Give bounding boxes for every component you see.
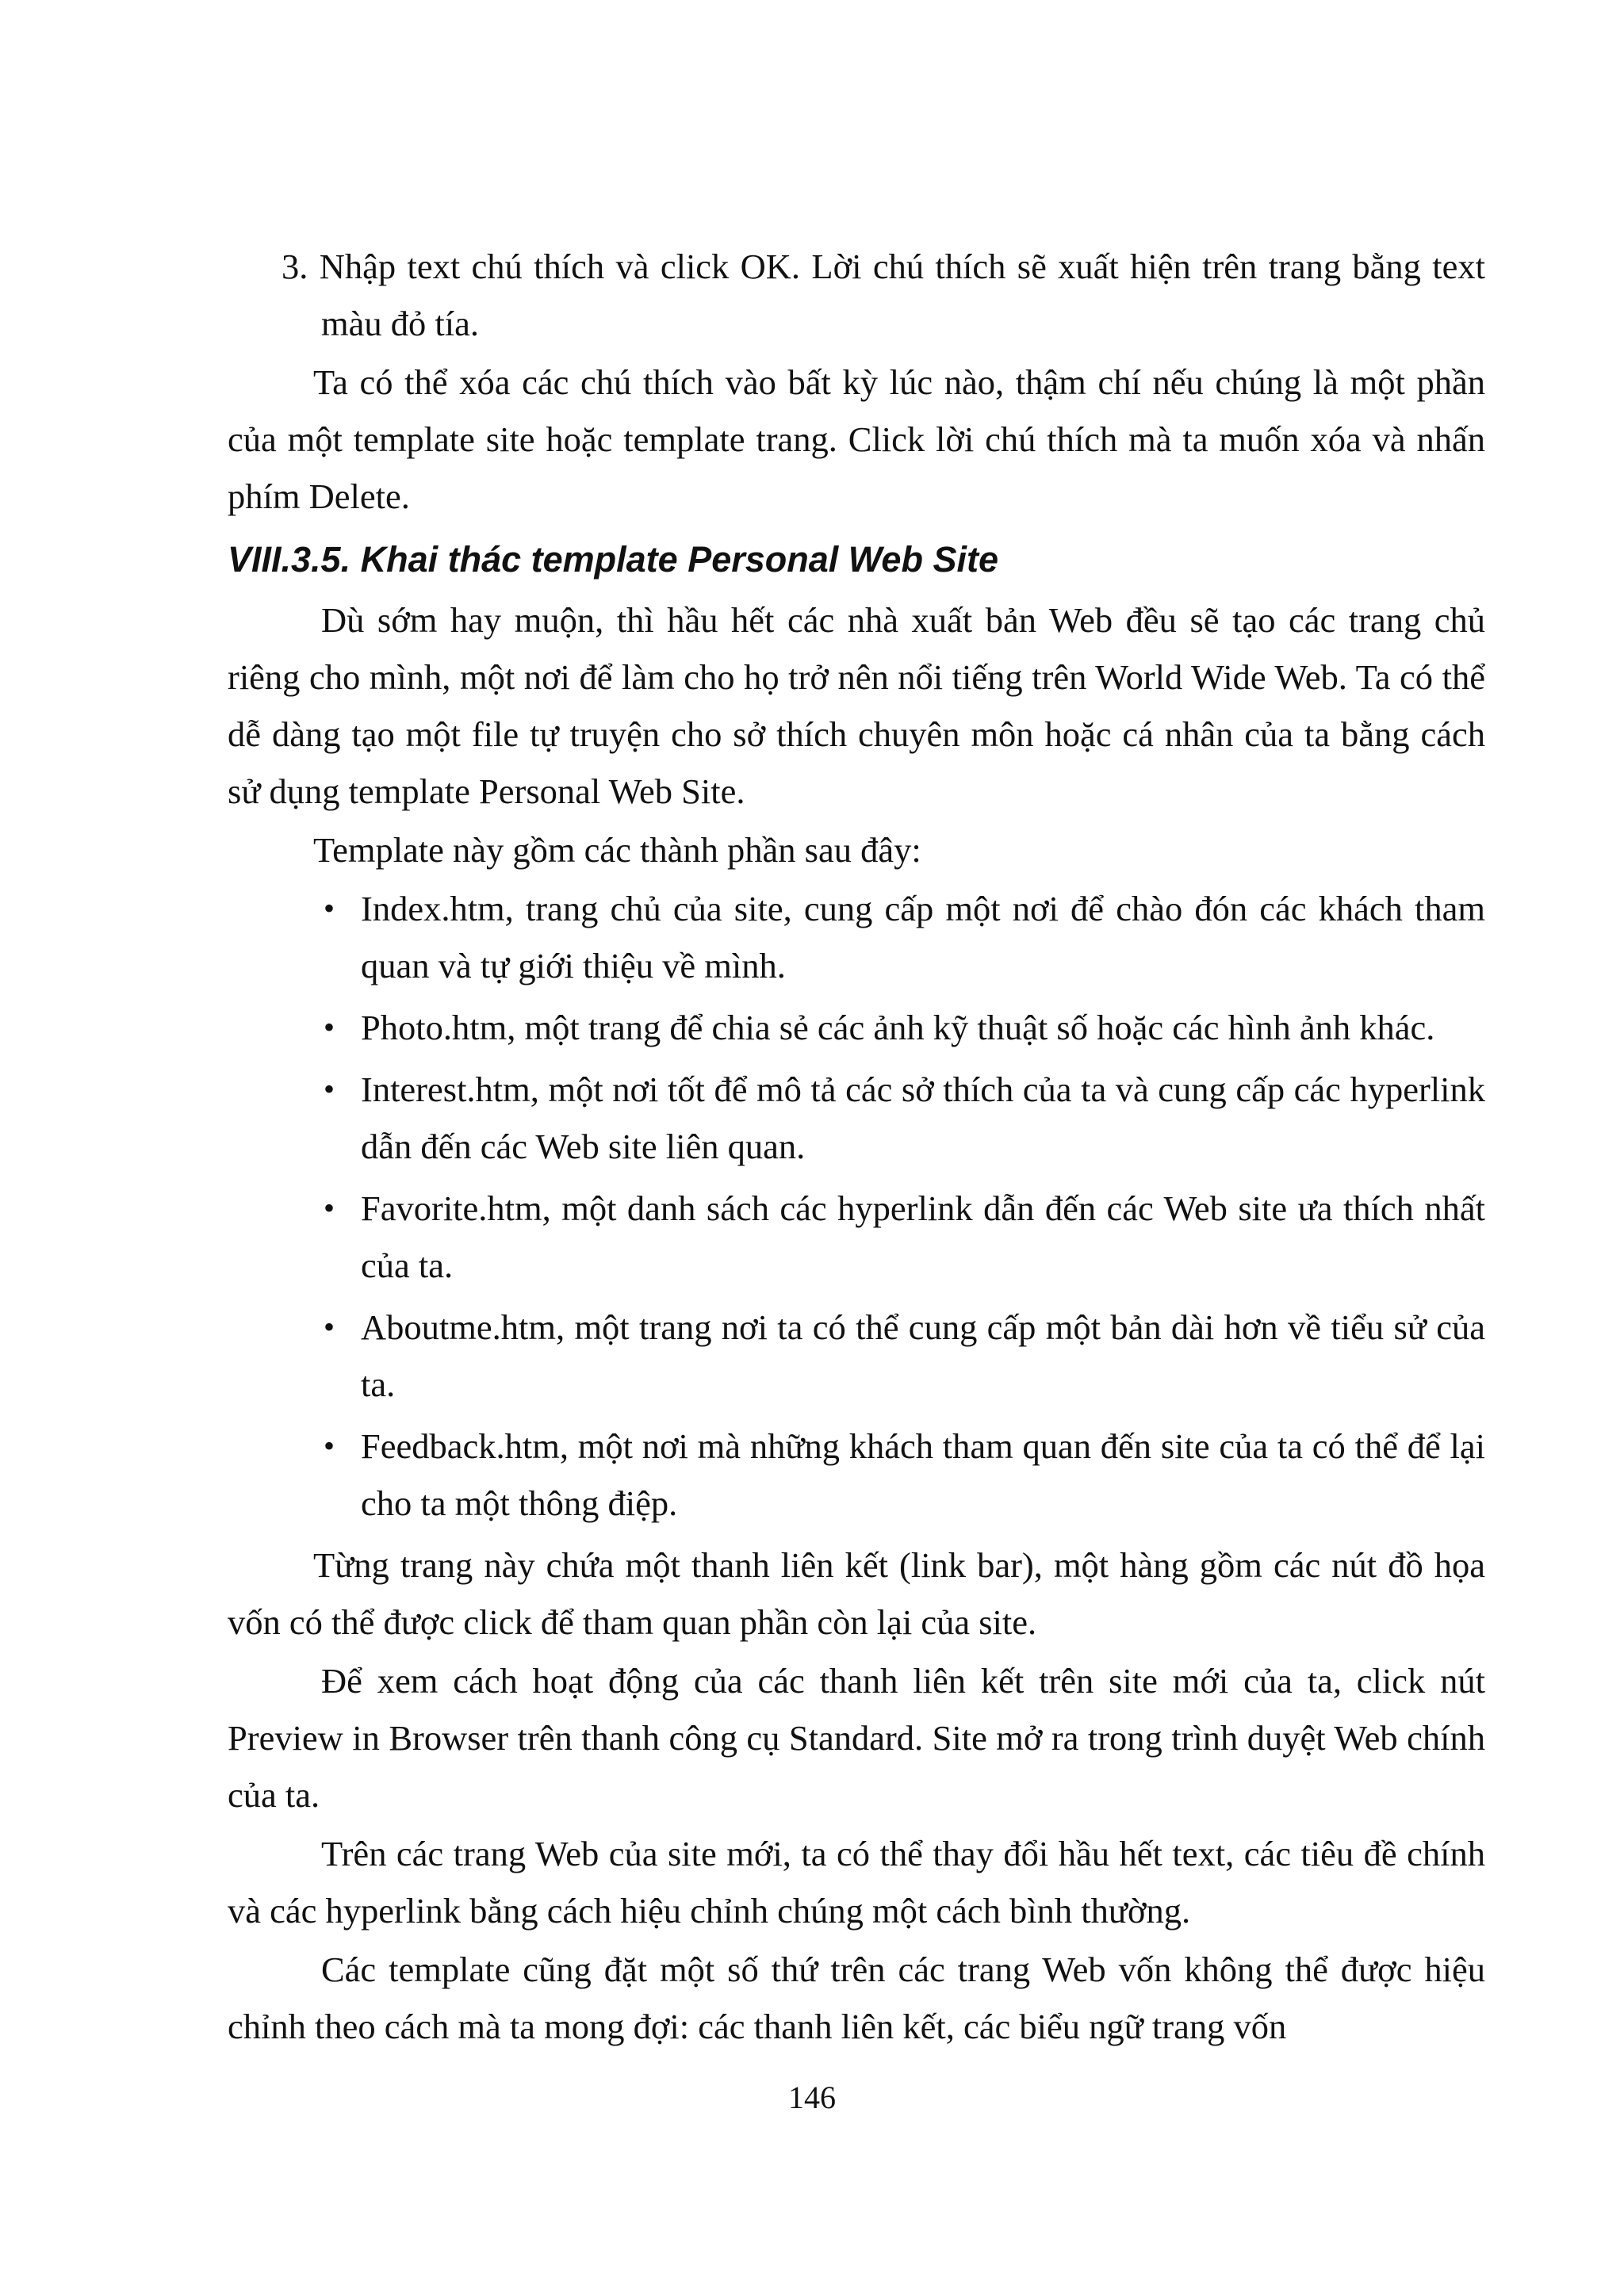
list-item-text: Photo.htm, một trang để chia sẻ các ảnh kỹ thuật số hoặc các hình ảnh khác. — [361, 1008, 1435, 1047]
list-item-favorite — [228, 1180, 1485, 1294]
list-item-text: Feedback.htm, một nơi mà những khách tham quan đến site của ta có thể để lại cho ta một thông điệp. — [361, 1426, 1485, 1523]
bullet-icon: • — [323, 1071, 335, 1107]
bullet-icon: • — [323, 890, 335, 926]
paragraph-edit: Trên các trang Web của site mới, ta có thể thay đổi hầu hết text, các tiêu đề chính và các hyperlink bằng cách hiệu chỉnh chúng một cách bình thường. — [228, 1834, 1485, 1931]
document-page — [228, 238, 1485, 2057]
paragraph-intro: Dù sớm hay muộn, thì hầu hết các nhà xuất bản Web đều sẽ tạo các trang chủ riêng cho mình, một nơi để làm cho họ trở nên nổi tiếng trên World Wide Web. Ta có thể dễ dàng tạo một file tự truyện cho sở thích chuyên môn hoặc cá nhân của ta bằng cách sử dụng template Personal Web Site. — [228, 600, 1485, 811]
section-heading: VIII.3.5. Khai thác template Personal Web Site — [228, 539, 998, 580]
page-number: 146 — [788, 2080, 836, 2115]
list-item-text: Aboutme.htm, một trang nơi ta có thể cung cấp một bản dài hơn về tiểu sử của ta. — [361, 1307, 1485, 1404]
list-item-index — [228, 880, 1485, 994]
bullet-icon: • — [323, 1428, 335, 1464]
paragraph-preview: Để xem cách hoạt động của các thanh liên kết trên site mới của ta, click nút Preview in Browser trên thanh công cụ Standard. Site mở ra trong trình duyệt Web chính của ta. — [228, 1661, 1485, 1815]
list-item-interest — [228, 1061, 1485, 1175]
step-text: Nhập text chú thích và click OK. Lời chú thích sẽ xuất hiện trên trang bằng text màu đỏ tía. — [319, 247, 1485, 343]
list-item-text: Favorite.htm, một danh sách các hyperlink dẫn đến các Web site ưa thích nhất của ta. — [361, 1188, 1485, 1285]
paragraph-link-bar: Từng trang này chứa một thanh liên kết (link bar), một hàng gồm các nút đồ họa vốn có thể được click để tham quan phần còn lại của site. — [228, 1545, 1485, 1642]
component-list — [228, 880, 1485, 1532]
bullet-icon: • — [323, 1009, 335, 1045]
list-item-photo — [228, 999, 1485, 1056]
paragraph-templates: Các template cũng đặt một số thứ trên các trang Web vốn không thể được hiệu chỉnh theo cách mà ta mong đợi: các thanh liên kết, các biểu ngữ trang vốn — [228, 1950, 1485, 2046]
bullet-icon: • — [323, 1190, 335, 1226]
list-item-feedback — [228, 1418, 1485, 1532]
step-number: 3. — [282, 247, 308, 286]
numbered-step-3 — [228, 238, 1485, 352]
list-item-text: Index.htm, trang chủ của site, cung cấp một nơi để chào đón các khách tham quan và tự giới thiệu về mình. — [361, 889, 1485, 985]
bullet-icon: • — [323, 1309, 335, 1345]
paragraph-delete-comments: Ta có thể xóa các chú thích vào bất kỳ lúc nào, thậm chí nếu chúng là một phần của một template site hoặc template trang. Click lời chú thích mà ta muốn xóa và nhấn phím Delete. — [228, 362, 1485, 516]
paragraph-components: Template này gồm các thành phần sau đây: — [313, 830, 921, 870]
list-item-text: Interest.htm, một nơi tốt để mô tả các sở thích của ta và cung cấp các hyperlink dẫn đến các Web site liên quan. — [361, 1070, 1485, 1166]
list-item-aboutme — [228, 1299, 1485, 1413]
